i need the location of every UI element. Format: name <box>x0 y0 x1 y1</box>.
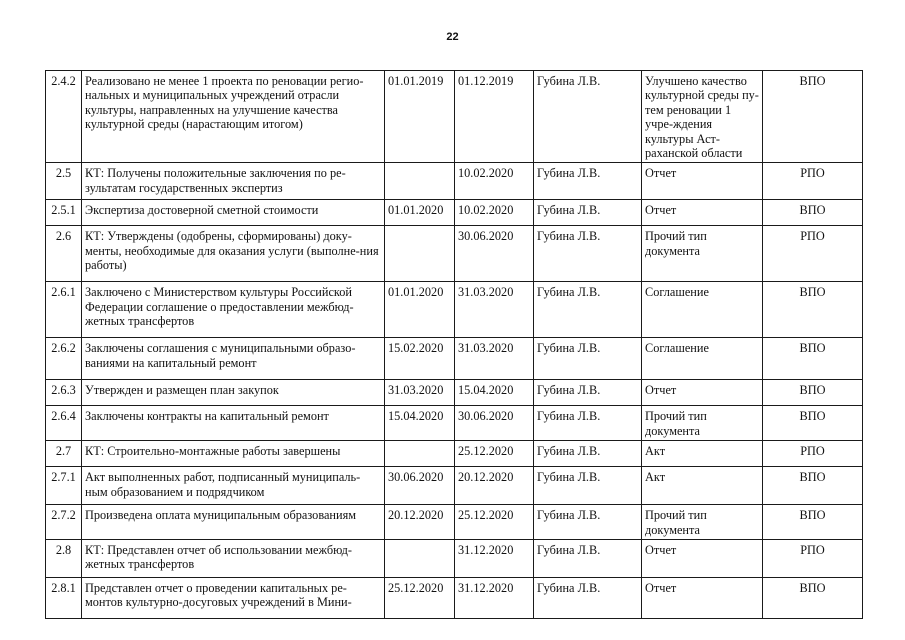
row-responsible: Губина Л.В. <box>534 200 642 226</box>
row-name: Представлен отчет о проведении капитальных ре-монтов культурно-досуговых учреждений в Мини- <box>82 578 385 619</box>
row-control-level: ВПО <box>763 467 863 505</box>
row-name: Заключены соглашения с муниципальными образо-ваниями на капитальный ремонт <box>82 338 385 380</box>
row-responsible: Губина Л.В. <box>534 467 642 505</box>
row-number: 2.7 <box>46 441 82 467</box>
row-name: КТ: Получены положительные заключения по ре-зультатам государственных экспертиз <box>82 163 385 200</box>
row-result-type: Отчет <box>642 540 763 578</box>
row-end-date: 10.02.2020 <box>455 163 534 200</box>
row-result-type: Акт <box>642 441 763 467</box>
row-responsible: Губина Л.В. <box>534 338 642 380</box>
row-end-date: 31.03.2020 <box>455 282 534 338</box>
row-start-date <box>385 226 455 282</box>
row-responsible: Губина Л.В. <box>534 282 642 338</box>
row-result-type: Отчет <box>642 380 763 406</box>
row-control-level: РПО <box>763 540 863 578</box>
row-responsible: Губина Л.В. <box>534 578 642 619</box>
row-result-type: Отчет <box>642 578 763 619</box>
row-name: КТ: Представлен отчет об использовании межбюд-жетных трансфертов <box>82 540 385 578</box>
row-number: 2.7.2 <box>46 505 82 540</box>
row-number: 2.7.1 <box>46 467 82 505</box>
table-row <box>46 226 863 282</box>
row-end-date: 30.06.2020 <box>455 406 534 441</box>
row-end-date: 20.12.2020 <box>455 467 534 505</box>
table-row <box>46 380 863 406</box>
row-control-level: РПО <box>763 163 863 200</box>
row-name: Акт выполненных работ, подписанный муниципаль-ным образованием и подрядчиком <box>82 467 385 505</box>
row-start-date: 30.06.2020 <box>385 467 455 505</box>
row-number: 2.5.1 <box>46 200 82 226</box>
row-control-level: ВПО <box>763 338 863 380</box>
row-end-date: 15.04.2020 <box>455 380 534 406</box>
row-result-type: Отчет <box>642 200 763 226</box>
row-result-type: Акт <box>642 467 763 505</box>
row-responsible: Губина Л.В. <box>534 540 642 578</box>
row-control-level: РПО <box>763 226 863 282</box>
row-control-level: ВПО <box>763 282 863 338</box>
row-name: Экспертиза достоверной сметной стоимости <box>82 200 385 226</box>
row-start-date: 01.01.2019 <box>385 71 455 163</box>
row-name: КТ: Строительно-монтажные работы завершены <box>82 441 385 467</box>
row-control-level: РПО <box>763 441 863 467</box>
row-result-type: Улучшено качество культурной среды пу-тем реновации 1 учре-ждения культуры Аст-раханской области <box>642 71 763 163</box>
row-number: 2.6 <box>46 226 82 282</box>
row-result-type: Прочий тип документа <box>642 226 763 282</box>
table-row <box>46 505 863 540</box>
table-row <box>46 578 863 619</box>
row-responsible: Губина Л.В. <box>534 406 642 441</box>
row-name: КТ: Утверждены (одобрены, сформированы) доку-менты, необходимые для оказания услуги (выполне-ния работы) <box>82 226 385 282</box>
table-row <box>46 441 863 467</box>
row-number: 2.8 <box>46 540 82 578</box>
table-row <box>46 406 863 441</box>
row-responsible: Губина Л.В. <box>534 505 642 540</box>
row-number: 2.6.1 <box>46 282 82 338</box>
plan-table <box>45 70 863 619</box>
row-result-type: Прочий тип документа <box>642 505 763 540</box>
row-start-date: 15.02.2020 <box>385 338 455 380</box>
row-start-date: 31.03.2020 <box>385 380 455 406</box>
row-number: 2.6.4 <box>46 406 82 441</box>
table-row <box>46 467 863 505</box>
row-end-date: 30.06.2020 <box>455 226 534 282</box>
row-start-date: 25.12.2020 <box>385 578 455 619</box>
row-control-level: ВПО <box>763 200 863 226</box>
row-end-date: 31.03.2020 <box>455 338 534 380</box>
table-row <box>46 71 863 163</box>
row-result-type: Соглашение <box>642 338 763 380</box>
row-responsible: Губина Л.В. <box>534 163 642 200</box>
row-responsible: Губина Л.В. <box>534 380 642 406</box>
plan-table-body <box>46 71 863 619</box>
row-start-date: 20.12.2020 <box>385 505 455 540</box>
row-result-type: Прочий тип документа <box>642 406 763 441</box>
row-end-date: 10.02.2020 <box>455 200 534 226</box>
row-responsible: Губина Л.В. <box>534 441 642 467</box>
row-name: Произведена оплата муниципальным образованиям <box>82 505 385 540</box>
table-row <box>46 200 863 226</box>
row-end-date: 01.12.2019 <box>455 71 534 163</box>
row-name: Реализовано не менее 1 проекта по реновации регио-нальных и муниципальных учреждений отрасли культуры, направленных на улучшение качества культурной среды (нарастающим итогом) <box>82 71 385 163</box>
row-number: 2.5 <box>46 163 82 200</box>
row-result-type: Соглашение <box>642 282 763 338</box>
row-end-date: 25.12.2020 <box>455 505 534 540</box>
row-name: Заключено с Министерством культуры Российской Федерации соглашение о предоставлении межбюд-жетных трансфертов <box>82 282 385 338</box>
row-start-date <box>385 540 455 578</box>
row-name: Заключены контракты на капитальный ремонт <box>82 406 385 441</box>
row-start-date: 15.04.2020 <box>385 406 455 441</box>
row-control-level: ВПО <box>763 578 863 619</box>
row-control-level: ВПО <box>763 505 863 540</box>
table-row <box>46 163 863 200</box>
row-control-level: ВПО <box>763 380 863 406</box>
row-control-level: ВПО <box>763 406 863 441</box>
row-end-date: 31.12.2020 <box>455 540 534 578</box>
table-row <box>46 338 863 380</box>
row-number: 2.4.2 <box>46 71 82 163</box>
row-control-level: ВПО <box>763 71 863 163</box>
row-start-date: 01.01.2020 <box>385 200 455 226</box>
row-start-date <box>385 441 455 467</box>
table-row <box>46 282 863 338</box>
row-responsible: Губина Л.В. <box>534 71 642 163</box>
row-responsible: Губина Л.В. <box>534 226 642 282</box>
row-number: 2.6.2 <box>46 338 82 380</box>
row-number: 2.8.1 <box>46 578 82 619</box>
row-number: 2.6.3 <box>46 380 82 406</box>
row-result-type: Отчет <box>642 163 763 200</box>
row-start-date <box>385 163 455 200</box>
row-name: Утвержден и размещен план закупок <box>82 380 385 406</box>
row-end-date: 25.12.2020 <box>455 441 534 467</box>
row-end-date: 31.12.2020 <box>455 578 534 619</box>
page-number: 22 <box>446 31 459 43</box>
row-start-date: 01.01.2020 <box>385 282 455 338</box>
table-row <box>46 540 863 578</box>
